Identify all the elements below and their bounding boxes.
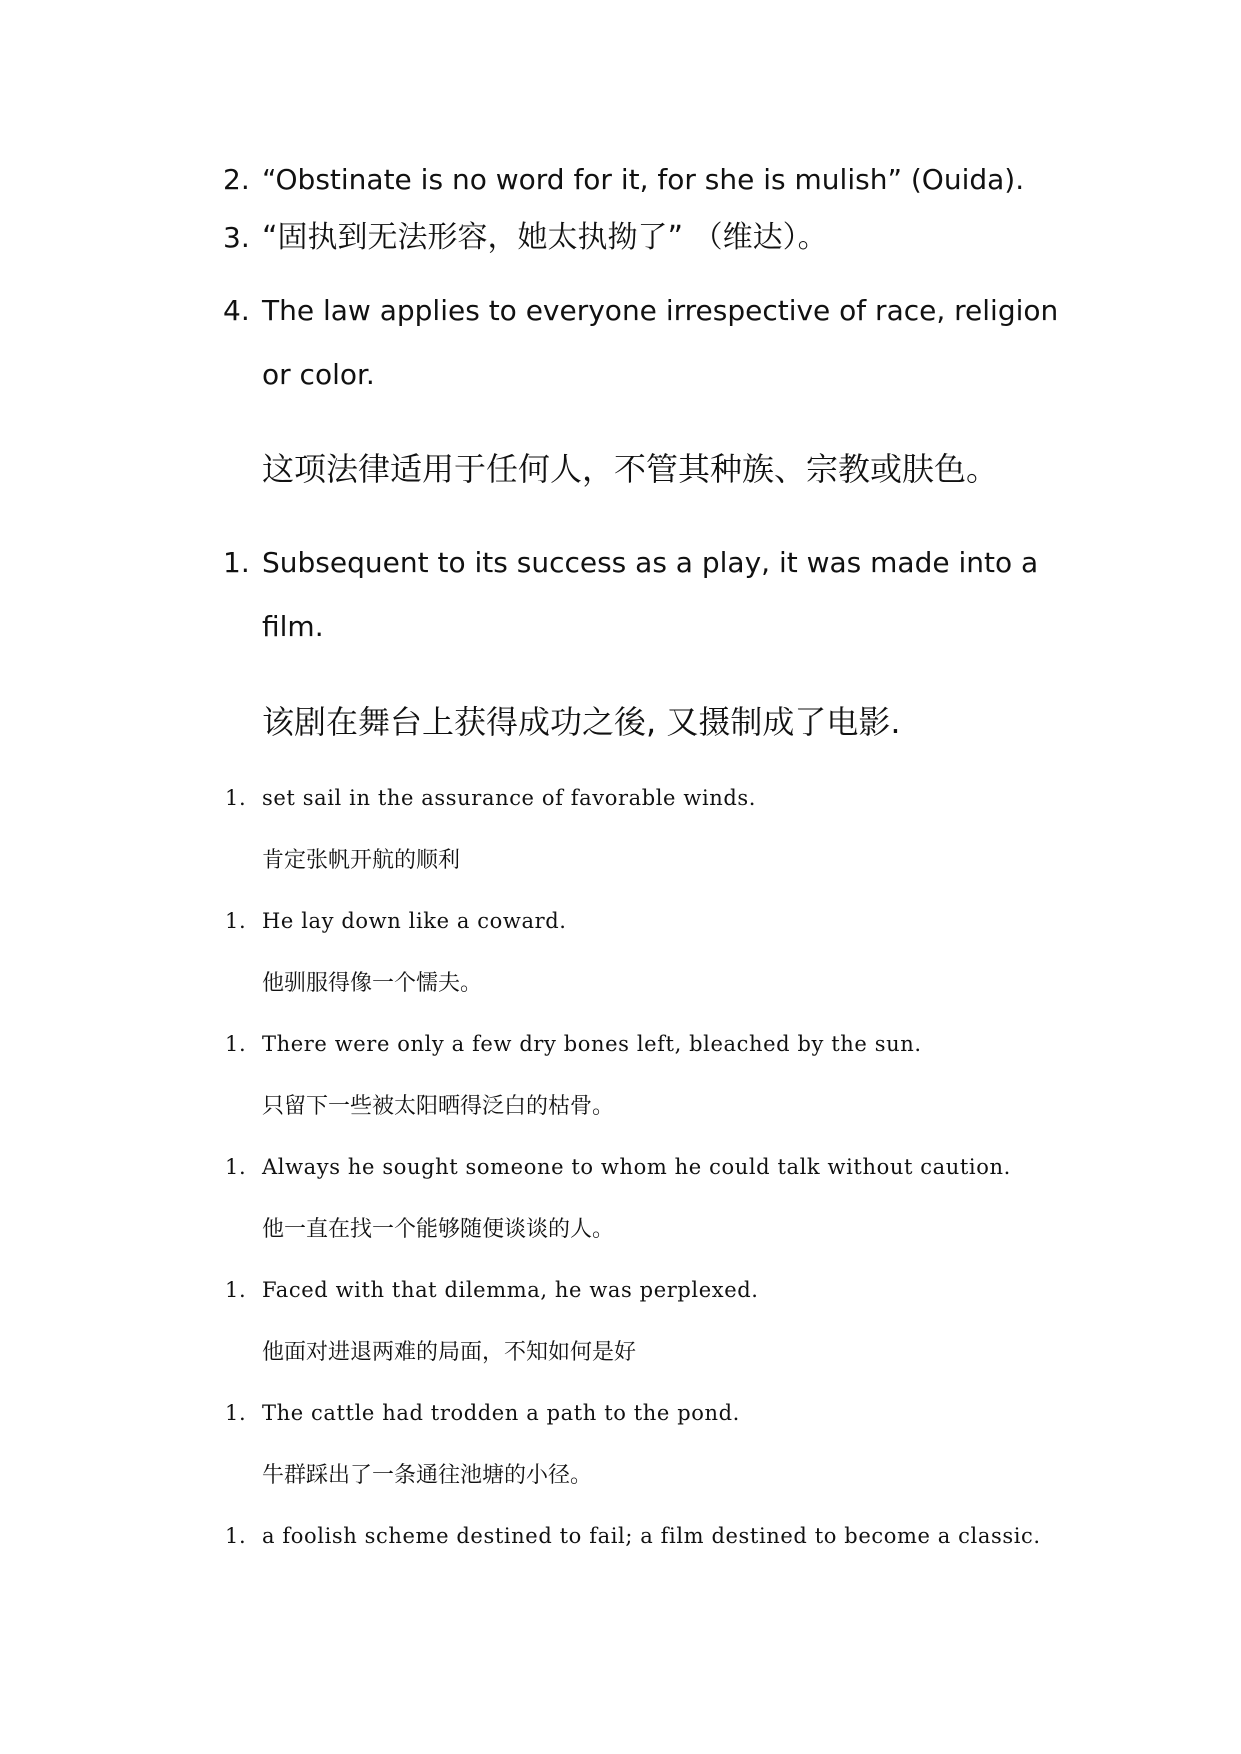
list-number: 4. [223, 294, 250, 327]
english-sentence: a foolish scheme destined to fail; a film destined to become a classic. [262, 1524, 1041, 1548]
english-sentence: The cattle had trodden a path to the pond. [262, 1401, 740, 1425]
chinese-translation: 该剧在舞台上获得成功之後, 又摄制成了电影. [262, 703, 901, 741]
chinese-translation: 他一直在找一个能够随便谈谈的人。 [262, 1217, 615, 1242]
chinese-translation: 牛群踩出了一条通往池塘的小径。 [262, 1463, 593, 1488]
list-number: 1. [225, 1401, 247, 1425]
chinese-translation: 这项法律适用于任何人，不管其种族、宗教或肤色。 [262, 450, 999, 488]
list-number: 1. [225, 1524, 247, 1548]
english-sentence: Always he sought someone to whom he could talk without caution. [262, 1155, 1011, 1179]
english-sentence: film. [262, 610, 324, 643]
english-sentence: “Obstinate is no word for it, for she is mulish” (Ouida). [262, 163, 1025, 196]
list-number: 3. [223, 221, 250, 254]
list-number: 1. [225, 1032, 247, 1056]
english-sentence: The law applies to everyone irrespective of race, religion [262, 294, 1059, 327]
chinese-translation: 他驯服得像一个懦夫。 [262, 971, 483, 996]
list-number: 2. [223, 163, 250, 196]
list-number: 1. [223, 546, 250, 579]
chinese-translation: 只留下一些被太阳晒得泛白的枯骨。 [262, 1094, 615, 1119]
english-sentence: or color. [262, 358, 375, 391]
english-sentence: Faced with that dilemma, he was perplexed. [262, 1278, 759, 1302]
list-number: 1. [225, 1278, 247, 1302]
english-sentence: Subsequent to its success as a play, it was made into a [262, 546, 1039, 579]
list-number: 1. [225, 786, 247, 810]
chinese-translation: 肯定张帆开航的顺利 [262, 848, 461, 873]
chinese-sentence: “固执到无法形容，她太执拗了” （维达）。 [262, 220, 828, 255]
english-sentence: set sail in the assurance of favorable winds. [262, 786, 757, 810]
english-sentence: There were only a few dry bones left, bleached by the sun. [262, 1032, 922, 1056]
list-number: 1. [225, 1155, 247, 1179]
list-number: 1. [225, 909, 247, 933]
chinese-translation: 他面对进退两难的局面，不知如何是好 [262, 1340, 637, 1365]
english-sentence: He lay down like a coward. [262, 909, 567, 933]
